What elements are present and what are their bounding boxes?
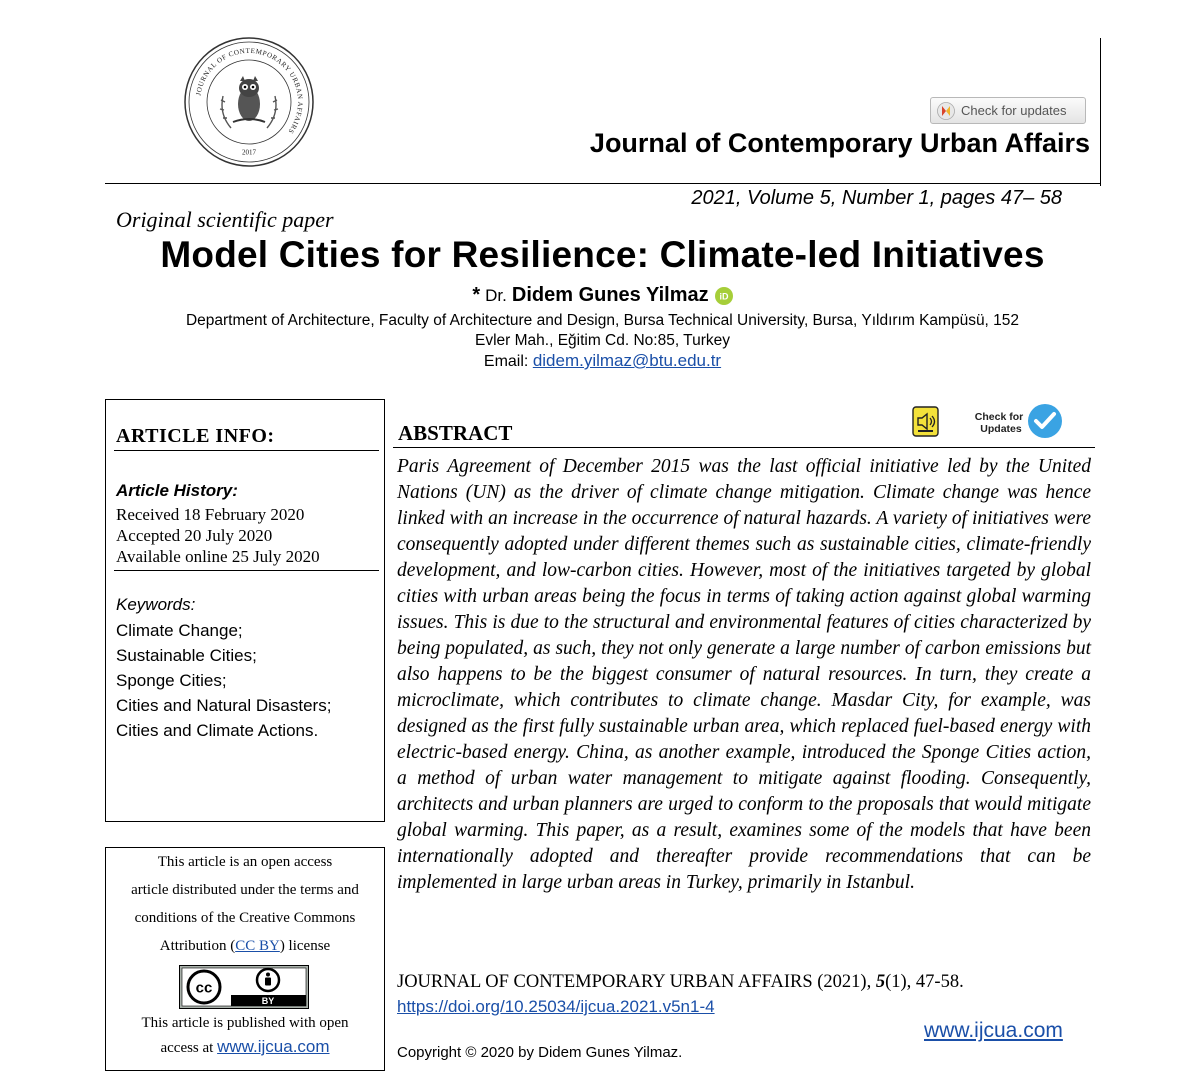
available-online-date: Available online 25 July 2020 (116, 547, 320, 566)
citation-journal: JOURNAL OF CONTEMPORARY URBAN AFFAIRS (2021), (397, 972, 876, 992)
cc-by-license-badge[interactable] (179, 965, 309, 1009)
license-line-3: conditions of the Creative Commons (134, 910, 356, 926)
author-prefix: Dr. (485, 285, 507, 305)
volume-info: 2021, Volume 5, Number 1, pages 47– 58 (691, 187, 1062, 209)
author-affiliation (120, 311, 1085, 351)
svg-text:Updates: Updates (980, 423, 1022, 435)
published-line-2-pre: access at (160, 1040, 218, 1056)
by-label: BY (261, 996, 275, 1006)
svg-text:cc: cc (195, 979, 213, 997)
audio-listen-icon[interactable] (912, 406, 939, 437)
keywords-label: Keywords: (116, 595, 196, 614)
abstract-heading: ABSTRACT (398, 421, 513, 445)
author-name: Didem Gunes Yilmaz (511, 284, 709, 306)
abstract-rule (393, 447, 1095, 448)
citation-pages: (1), 47-58. (885, 972, 964, 992)
email-label: Email: (483, 353, 529, 370)
affiliation-line-1: Department of Architecture, Faculty of Architecture and Design, Bursa Technical University, Bursa, Yıldırım Kampüsü, 152 (185, 312, 1020, 329)
header-rule (105, 183, 1101, 184)
website-line (924, 1019, 1063, 1043)
attribution-person-icon (257, 969, 279, 991)
cc-by-link[interactable]: CC BY (235, 938, 280, 954)
journal-logo-seal (183, 36, 315, 168)
logo-year: 2017 (242, 148, 256, 157)
logo-ring-text: JOURNAL OF CONTEMPORARY URBAN AFFAIRS (194, 46, 305, 136)
affiliation-line-2: Evler Mah., Eğitim Cd. No:85, Turkey (475, 332, 730, 349)
keyword-item: Cities and Climate Actions. (116, 721, 319, 740)
check-for-updates-icon[interactable] (970, 400, 1066, 444)
license-line-4-pre: Attribution ( (159, 938, 236, 954)
cc-icon (188, 971, 220, 1003)
article-info-heading: ARTICLE INFO: (116, 425, 275, 447)
website-link[interactable]: www.ijcua.com (924, 1019, 1063, 1042)
license-line-1: This article is an open access (157, 854, 333, 870)
journal-website-link[interactable]: www.ijcua.com (217, 1037, 330, 1056)
published-line-2 (108, 1035, 382, 1060)
copyright: Copyright © 2020 by Didem Gunes Yilmaz. (397, 1044, 683, 1061)
received-date: Received 18 February 2020 (116, 505, 305, 524)
abstract-body: Paris Agreement of December 2015 was the last official initiative led by the United Nations (UN) as the driver of climate change mitigation. Climate change was hence linked with an increase in the occurrence of natural hazards. A variety of initiatives were consequently adopted under different themes such as sustainable cities, climate-friendly development, and low-carbon cities. However, most of the initiatives targeted by global cities with urban areas being the focus in terms of taking action against global warming issues. This is due to the structural and environmental features of cities characterized by being populated, as such, they not only generate a large number of carbon emissions but also happens to be the biggest consumer of natural resources. In turn, they create a microclimate, which contributes to climate change. Masdar City, for example, was designed as the first fully sustainable urban area, which replaced fuel-based energy with electric-based energy. China, as another example, introduced the Sponge Cities action, a method of urban water management to mitigate against flooding. Consequently, architects and urban planners are urged to conform to the proposals that would mitigate global warming. This paper, as a result, examines some of the models that have been internationally adopted and thereafter provide recommendations that can be implemented in large urban areas in Turkey, primarily in Istanbul. (397, 456, 1091, 893)
keyword-item: Climate Change; (116, 621, 243, 640)
article-title: Model Cities for Resilience: Climate-led Initiatives (160, 234, 1045, 275)
check-for-updates-label: Check for updates (961, 103, 1067, 118)
svg-text:Check for: Check for (974, 411, 1024, 423)
author-line (100, 284, 1105, 307)
orcid-icon[interactable] (715, 287, 733, 305)
svg-text:iD: iD (719, 291, 729, 301)
citation-volume: 5 (875, 972, 886, 992)
crossmark-icon (937, 102, 955, 120)
email-line (100, 351, 1105, 371)
journal-title: Journal of Contemporary Urban Affairs (589, 128, 1090, 158)
article-history-label: Article History: (116, 481, 238, 500)
published-text (108, 1012, 382, 1060)
keyword-item: Cities and Natural Disasters; (116, 696, 332, 715)
email-link[interactable]: didem.yilmaz@btu.edu.tr (532, 351, 722, 370)
license-line-4 (108, 932, 382, 960)
license-text (108, 848, 382, 960)
keyword-item: Sponge Cities; (116, 671, 227, 690)
license-line-2: article distributed under the terms and (131, 882, 359, 898)
accepted-date: Accepted 20 July 2020 (116, 526, 273, 545)
article-history-rule (114, 570, 379, 571)
doi-link[interactable]: https://doi.org/10.25034/ijcua.2021.v5n1-4 (397, 997, 715, 1016)
citation (397, 972, 964, 993)
license-line-4-post: ) license (279, 938, 331, 954)
published-line-1: This article is published with open (141, 1015, 349, 1031)
doi-line (397, 997, 715, 1017)
paper-type: Original scientific paper (116, 207, 334, 232)
header-right-rule (1100, 38, 1101, 186)
corresponding-author-marker: * (472, 284, 481, 306)
keyword-item: Sustainable Cities; (116, 646, 257, 665)
check-for-updates-button[interactable] (930, 97, 1086, 124)
article-info-rule (114, 450, 379, 451)
